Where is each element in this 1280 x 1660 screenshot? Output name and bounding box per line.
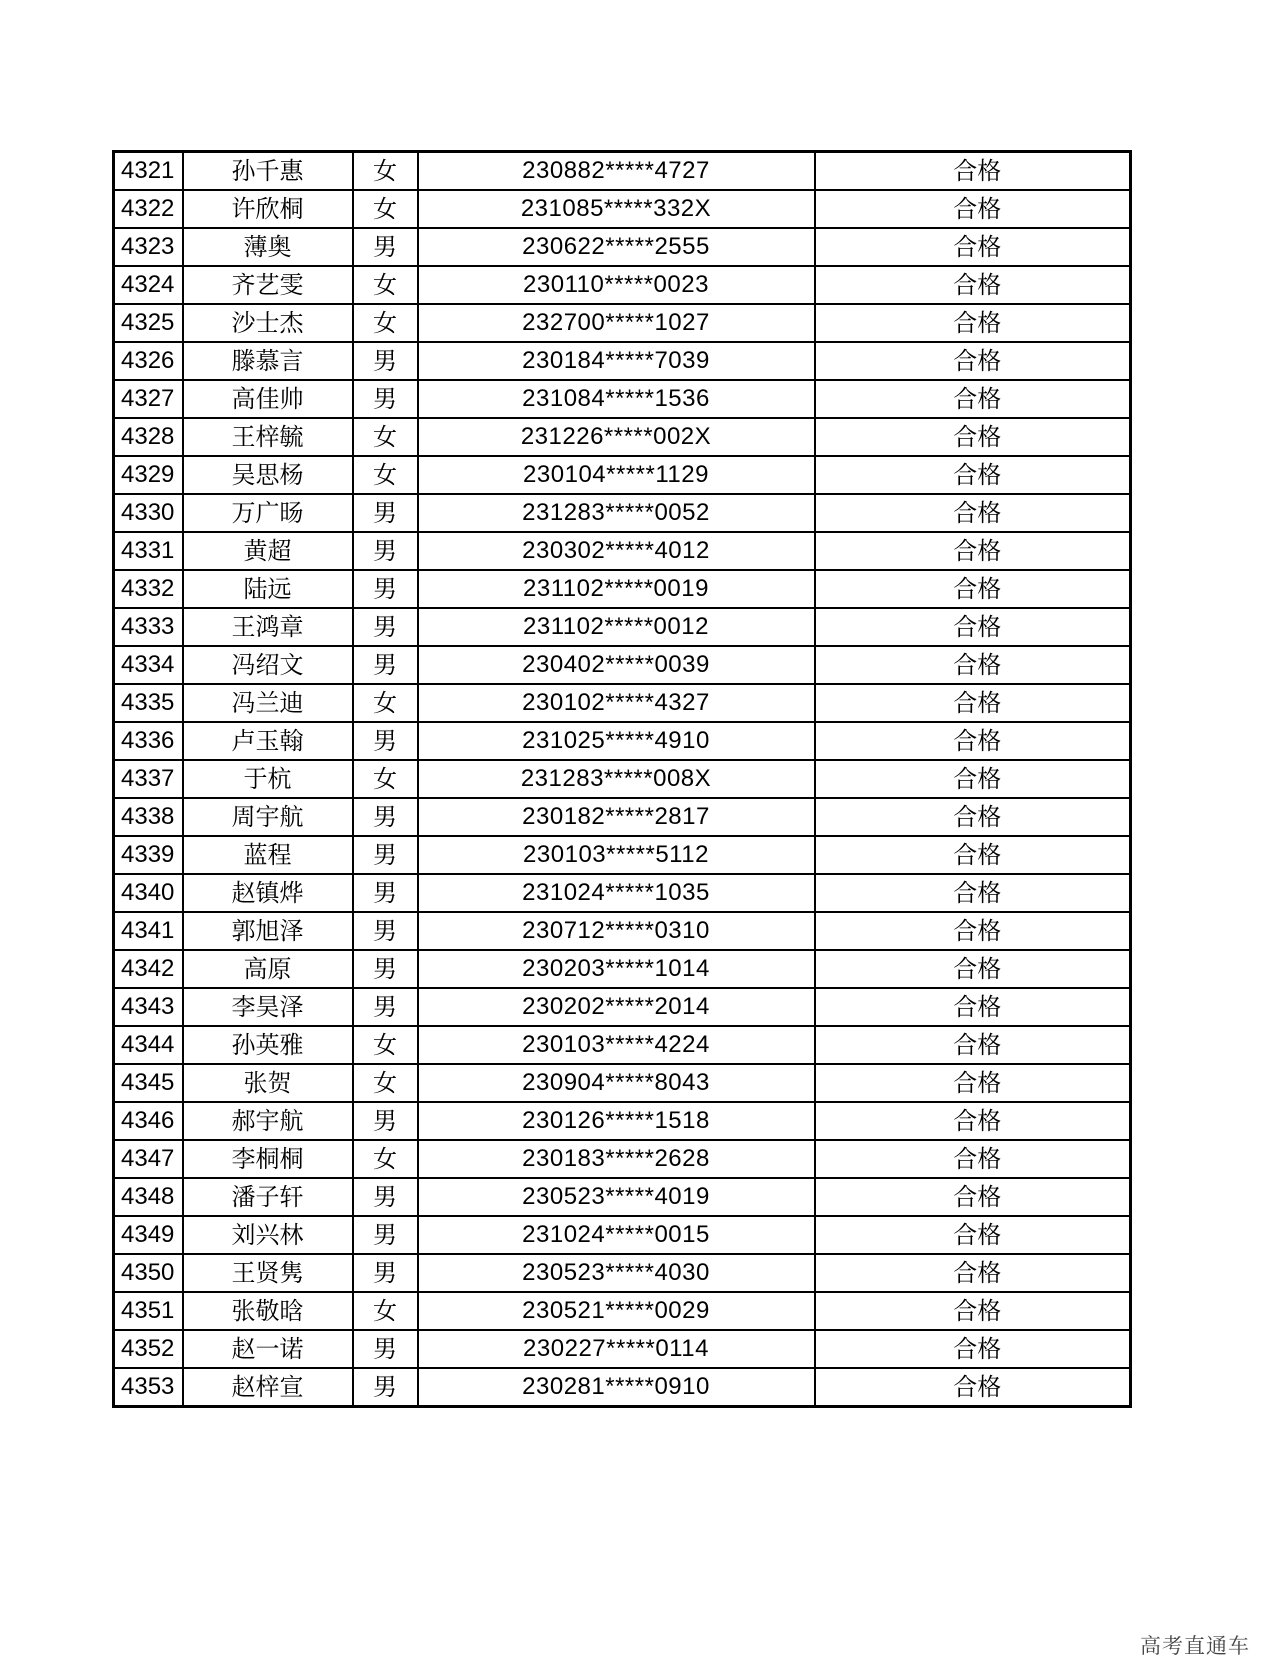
result-cell: 合格 — [815, 912, 1131, 950]
gender-cell: 女 — [353, 760, 418, 798]
gender-cell: 男 — [353, 1368, 418, 1407]
table-row — [114, 1102, 1131, 1140]
result-cell: 合格 — [815, 380, 1131, 418]
student-name: 张敬晗 — [183, 1292, 353, 1330]
id-number: 231024*****0015 — [418, 1216, 815, 1254]
student-name: 卢玉翰 — [183, 722, 353, 760]
table-row — [114, 1178, 1131, 1216]
gender-cell: 男 — [353, 608, 418, 646]
result-cell: 合格 — [815, 266, 1131, 304]
gender-cell: 女 — [353, 152, 418, 191]
gender-cell: 女 — [353, 684, 418, 722]
gender-cell: 女 — [353, 1064, 418, 1102]
student-name: 许欣桐 — [183, 190, 353, 228]
gender-cell: 男 — [353, 1254, 418, 1292]
id-number: 230227*****0114 — [418, 1330, 815, 1368]
gender-cell: 男 — [353, 532, 418, 570]
id-number: 231226*****002X — [418, 418, 815, 456]
id-number: 231084*****1536 — [418, 380, 815, 418]
id-number: 231102*****0019 — [418, 570, 815, 608]
gender-cell: 男 — [353, 722, 418, 760]
student-name: 万广旸 — [183, 494, 353, 532]
table-row — [114, 988, 1131, 1026]
id-number: 230882*****4727 — [418, 152, 815, 191]
id-number: 231283*****0052 — [418, 494, 815, 532]
result-cell: 合格 — [815, 608, 1131, 646]
table-row — [114, 494, 1131, 532]
row-number: 4336 — [114, 722, 183, 760]
result-cell: 合格 — [815, 1292, 1131, 1330]
row-number: 4324 — [114, 266, 183, 304]
result-cell: 合格 — [815, 1368, 1131, 1407]
gender-cell: 男 — [353, 494, 418, 532]
row-number: 4323 — [114, 228, 183, 266]
result-cell: 合格 — [815, 494, 1131, 532]
table-row — [114, 190, 1131, 228]
student-name: 郝宇航 — [183, 1102, 353, 1140]
student-name: 李昊泽 — [183, 988, 353, 1026]
id-number: 232700*****1027 — [418, 304, 815, 342]
gender-cell: 女 — [353, 304, 418, 342]
gender-cell: 男 — [353, 988, 418, 1026]
student-name: 滕慕言 — [183, 342, 353, 380]
id-number: 230523*****4030 — [418, 1254, 815, 1292]
student-name: 王梓毓 — [183, 418, 353, 456]
row-number: 4353 — [114, 1368, 183, 1407]
result-cell: 合格 — [815, 532, 1131, 570]
result-cell: 合格 — [815, 646, 1131, 684]
id-number: 230103*****5112 — [418, 836, 815, 874]
gender-cell: 女 — [353, 190, 418, 228]
student-name: 李桐桐 — [183, 1140, 353, 1178]
result-cell: 合格 — [815, 1026, 1131, 1064]
result-cell: 合格 — [815, 1254, 1131, 1292]
table-row — [114, 646, 1131, 684]
gender-cell: 女 — [353, 456, 418, 494]
student-name: 陆远 — [183, 570, 353, 608]
row-number: 4330 — [114, 494, 183, 532]
student-name: 郭旭泽 — [183, 912, 353, 950]
result-cell: 合格 — [815, 152, 1131, 191]
student-name: 薄奥 — [183, 228, 353, 266]
row-number: 4348 — [114, 1178, 183, 1216]
id-number: 230126*****1518 — [418, 1102, 815, 1140]
student-name: 周宇航 — [183, 798, 353, 836]
student-name: 高原 — [183, 950, 353, 988]
student-name: 赵梓宣 — [183, 1368, 353, 1407]
student-name: 潘子轩 — [183, 1178, 353, 1216]
row-number: 4326 — [114, 342, 183, 380]
table-row — [114, 1330, 1131, 1368]
table-row — [114, 380, 1131, 418]
row-number: 4344 — [114, 1026, 183, 1064]
row-number: 4337 — [114, 760, 183, 798]
row-number: 4322 — [114, 190, 183, 228]
gender-cell: 女 — [353, 266, 418, 304]
table-row — [114, 570, 1131, 608]
student-name: 赵一诺 — [183, 1330, 353, 1368]
gender-cell: 女 — [353, 1026, 418, 1064]
table-row — [114, 418, 1131, 456]
table-row — [114, 1140, 1131, 1178]
gender-cell: 男 — [353, 1330, 418, 1368]
id-number: 231024*****1035 — [418, 874, 815, 912]
gender-cell: 男 — [353, 228, 418, 266]
result-cell: 合格 — [815, 760, 1131, 798]
row-number: 4332 — [114, 570, 183, 608]
table-row — [114, 228, 1131, 266]
result-cell: 合格 — [815, 190, 1131, 228]
table-row — [114, 760, 1131, 798]
results-table — [112, 150, 1132, 1408]
result-cell: 合格 — [815, 684, 1131, 722]
row-number: 4338 — [114, 798, 183, 836]
table-row — [114, 684, 1131, 722]
table-row — [114, 152, 1131, 191]
row-number: 4346 — [114, 1102, 183, 1140]
student-name: 王贤隽 — [183, 1254, 353, 1292]
table-row — [114, 874, 1131, 912]
table-row — [114, 532, 1131, 570]
row-number: 4329 — [114, 456, 183, 494]
row-number: 4343 — [114, 988, 183, 1026]
student-name: 冯绍文 — [183, 646, 353, 684]
gender-cell: 男 — [353, 874, 418, 912]
result-cell: 合格 — [815, 1216, 1131, 1254]
row-number: 4327 — [114, 380, 183, 418]
student-name: 孙千惠 — [183, 152, 353, 191]
id-number: 230184*****7039 — [418, 342, 815, 380]
row-number: 4325 — [114, 304, 183, 342]
row-number: 4321 — [114, 152, 183, 191]
row-number: 4345 — [114, 1064, 183, 1102]
student-name: 高佳帅 — [183, 380, 353, 418]
row-number: 4335 — [114, 684, 183, 722]
id-number: 230110*****0023 — [418, 266, 815, 304]
id-number: 230521*****0029 — [418, 1292, 815, 1330]
result-cell: 合格 — [815, 1064, 1131, 1102]
row-number: 4342 — [114, 950, 183, 988]
student-name: 蓝程 — [183, 836, 353, 874]
student-name: 刘兴林 — [183, 1216, 353, 1254]
table-row — [114, 342, 1131, 380]
gender-cell: 男 — [353, 342, 418, 380]
row-number: 4347 — [114, 1140, 183, 1178]
row-number: 4339 — [114, 836, 183, 874]
student-name: 王鸿章 — [183, 608, 353, 646]
table-row — [114, 950, 1131, 988]
table-row — [114, 836, 1131, 874]
id-number: 230183*****2628 — [418, 1140, 815, 1178]
gender-cell: 男 — [353, 950, 418, 988]
gender-cell: 男 — [353, 570, 418, 608]
result-cell: 合格 — [815, 1102, 1131, 1140]
table-row — [114, 1368, 1131, 1407]
table-row — [114, 1216, 1131, 1254]
row-number: 4352 — [114, 1330, 183, 1368]
result-cell: 合格 — [815, 570, 1131, 608]
student-name: 沙士杰 — [183, 304, 353, 342]
result-cell: 合格 — [815, 950, 1131, 988]
gender-cell: 男 — [353, 380, 418, 418]
gender-cell: 男 — [353, 1216, 418, 1254]
row-number: 4351 — [114, 1292, 183, 1330]
result-cell: 合格 — [815, 456, 1131, 494]
row-number: 4334 — [114, 646, 183, 684]
gender-cell: 男 — [353, 646, 418, 684]
gender-cell: 男 — [353, 836, 418, 874]
table-row — [114, 608, 1131, 646]
result-cell: 合格 — [815, 1140, 1131, 1178]
gender-cell: 女 — [353, 1140, 418, 1178]
id-number: 230904*****8043 — [418, 1064, 815, 1102]
table-row — [114, 1064, 1131, 1102]
result-cell: 合格 — [815, 304, 1131, 342]
id-number: 231102*****0012 — [418, 608, 815, 646]
row-number: 4341 — [114, 912, 183, 950]
id-number: 230102*****4327 — [418, 684, 815, 722]
row-number: 4340 — [114, 874, 183, 912]
row-number: 4328 — [114, 418, 183, 456]
student-name: 齐艺雯 — [183, 266, 353, 304]
id-number: 231025*****4910 — [418, 722, 815, 760]
gender-cell: 女 — [353, 418, 418, 456]
student-name: 赵镇烨 — [183, 874, 353, 912]
id-number: 230302*****4012 — [418, 532, 815, 570]
table-row — [114, 304, 1131, 342]
result-cell: 合格 — [815, 988, 1131, 1026]
table-row — [114, 722, 1131, 760]
row-number: 4350 — [114, 1254, 183, 1292]
table-row — [114, 1292, 1131, 1330]
id-number: 230103*****4224 — [418, 1026, 815, 1064]
gender-cell: 男 — [353, 1178, 418, 1216]
row-number: 4331 — [114, 532, 183, 570]
row-number: 4333 — [114, 608, 183, 646]
results-table-body — [114, 152, 1131, 1407]
result-cell: 合格 — [815, 836, 1131, 874]
student-name: 冯兰迪 — [183, 684, 353, 722]
student-name: 于杭 — [183, 760, 353, 798]
id-number: 230104*****1129 — [418, 456, 815, 494]
table-row — [114, 266, 1131, 304]
student-name: 孙英雅 — [183, 1026, 353, 1064]
student-name: 吴思杨 — [183, 456, 353, 494]
gender-cell: 男 — [353, 1102, 418, 1140]
gender-cell: 女 — [353, 1292, 418, 1330]
id-number: 230523*****4019 — [418, 1178, 815, 1216]
result-cell: 合格 — [815, 342, 1131, 380]
result-cell: 合格 — [815, 722, 1131, 760]
result-cell: 合格 — [815, 1178, 1131, 1216]
student-name: 黄超 — [183, 532, 353, 570]
id-number: 230281*****0910 — [418, 1368, 815, 1407]
result-cell: 合格 — [815, 1330, 1131, 1368]
student-name: 张贺 — [183, 1064, 353, 1102]
gender-cell: 男 — [353, 798, 418, 836]
id-number: 230712*****0310 — [418, 912, 815, 950]
table-row — [114, 1026, 1131, 1064]
id-number: 230622*****2555 — [418, 228, 815, 266]
result-cell: 合格 — [815, 874, 1131, 912]
id-number: 230203*****1014 — [418, 950, 815, 988]
id-number: 231085*****332X — [418, 190, 815, 228]
table-row — [114, 912, 1131, 950]
table-row — [114, 1254, 1131, 1292]
result-cell: 合格 — [815, 798, 1131, 836]
table-row — [114, 456, 1131, 494]
result-cell: 合格 — [815, 228, 1131, 266]
id-number: 230182*****2817 — [418, 798, 815, 836]
gender-cell: 男 — [353, 912, 418, 950]
table-row — [114, 798, 1131, 836]
id-number: 231283*****008X — [418, 760, 815, 798]
id-number: 230202*****2014 — [418, 988, 815, 1026]
id-number: 230402*****0039 — [418, 646, 815, 684]
watermark-text: 高考直通车 — [1140, 1634, 1250, 1658]
result-cell: 合格 — [815, 418, 1131, 456]
row-number: 4349 — [114, 1216, 183, 1254]
